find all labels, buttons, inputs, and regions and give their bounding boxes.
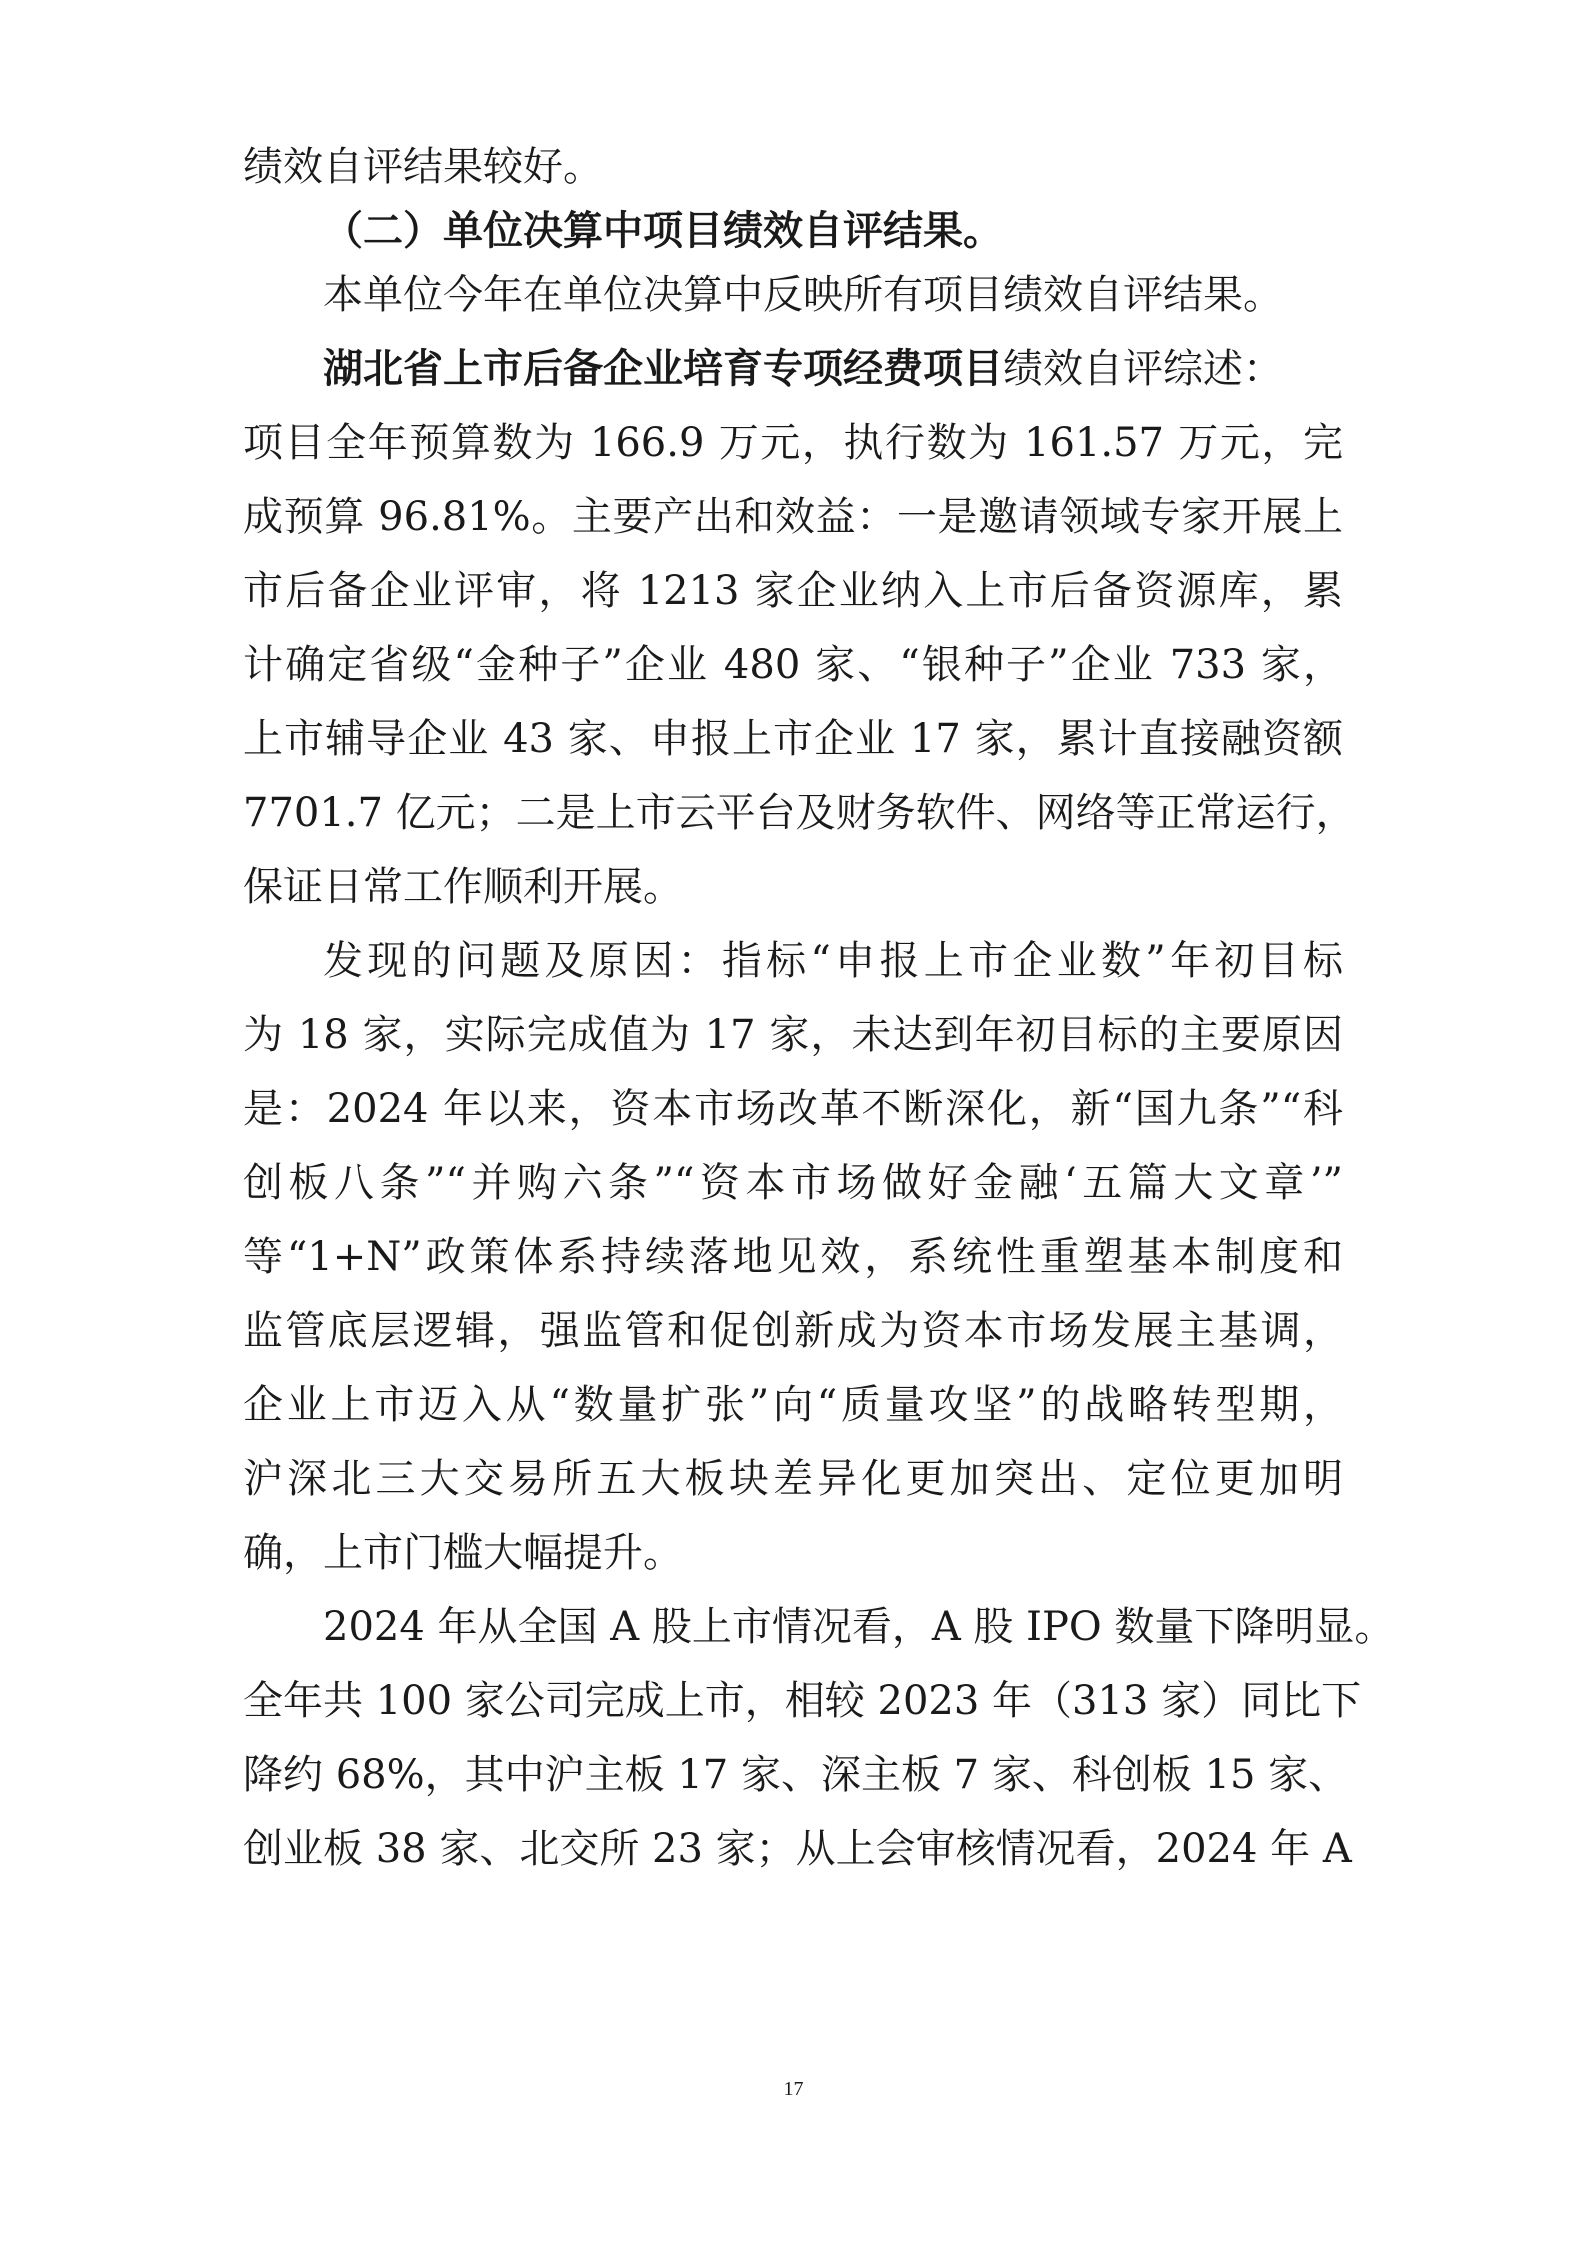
text-line-15: 创板八条”“并购六条”“资本市场做好金融‘五篇大文章’” xyxy=(243,1160,1343,1206)
text-line-19: 沪深北三大交易所五大板块差异化更加突出、定位更加明 xyxy=(243,1456,1343,1502)
text-line-24: 创业板 38 家、北交所 23 家；从上会审核情况看，2024 年 A xyxy=(243,1826,1352,1872)
text-line-20: 确，上市门槛大幅提升。 xyxy=(243,1530,683,1576)
text-line-21: 2024 年从全国 A 股上市情况看，A 股 IPO 数量下降明显。 xyxy=(323,1604,1395,1650)
section-heading: （二）单位决算中项目绩效自评结果。 xyxy=(323,207,1003,254)
project-name: 湖北省上市后备企业培育专项经费项目 xyxy=(323,345,1003,392)
text-line-10: 7701.7 亿元；二是上市云平台及财务软件、网络等正常运行， xyxy=(243,790,1356,836)
text-line-1: 绩效自评结果较好。 xyxy=(243,144,603,190)
text-line-6: 成预算 96.81%。主要产出和效益：一是邀请领域专家开展上 xyxy=(243,494,1343,540)
text-line-7: 市后备企业评审，将 1213 家企业纳入上市后备资源库，累 xyxy=(243,568,1343,614)
text-line-11: 保证日常工作顺利开展。 xyxy=(243,864,683,910)
text-line-3: 本单位今年在单位决算中反映所有项目绩效自评结果。 xyxy=(323,272,1283,318)
text-line-23: 降约 68%，其中沪主板 17 家、深主板 7 家、科创板 15 家、 xyxy=(243,1752,1349,1798)
text-line-22: 全年共 100 家公司完成上市，相较 2023 年（313 家）同比下 xyxy=(243,1678,1362,1724)
text-line-18: 企业上市迈入从“数量扩张”向“质量攻坚”的战略转型期， xyxy=(243,1382,1343,1428)
text-line-16: 等“1+N”政策体系持续落地见效，系统性重塑基本制度和 xyxy=(243,1234,1343,1280)
project-summary-label: 绩效自评综述： xyxy=(1003,346,1283,392)
project-title-line xyxy=(323,339,1343,399)
text-line-13: 为 18 家，实际完成值为 17 家，未达到年初目标的主要原因 xyxy=(243,1012,1343,1058)
page-number: 17 xyxy=(783,2078,804,2100)
text-line-14: 是：2024 年以来，资本市场改革不断深化，新“国九条”“科 xyxy=(243,1086,1343,1132)
text-line-9: 上市辅导企业 43 家、申报上市企业 17 家，累计直接融资额 xyxy=(243,716,1343,762)
text-line-8: 计确定省级“金种子”企业 480 家、“银种子”企业 733 家， xyxy=(243,642,1343,688)
text-line-17: 监管底层逻辑，强监管和促创新成为资本市场发展主基调， xyxy=(243,1308,1343,1354)
text-line-5: 项目全年预算数为 166.9 万元，执行数为 161.57 万元，完 xyxy=(243,420,1343,466)
text-line-12: 发现的问题及原因：指标“申报上市企业数”年初目标 xyxy=(323,938,1343,984)
